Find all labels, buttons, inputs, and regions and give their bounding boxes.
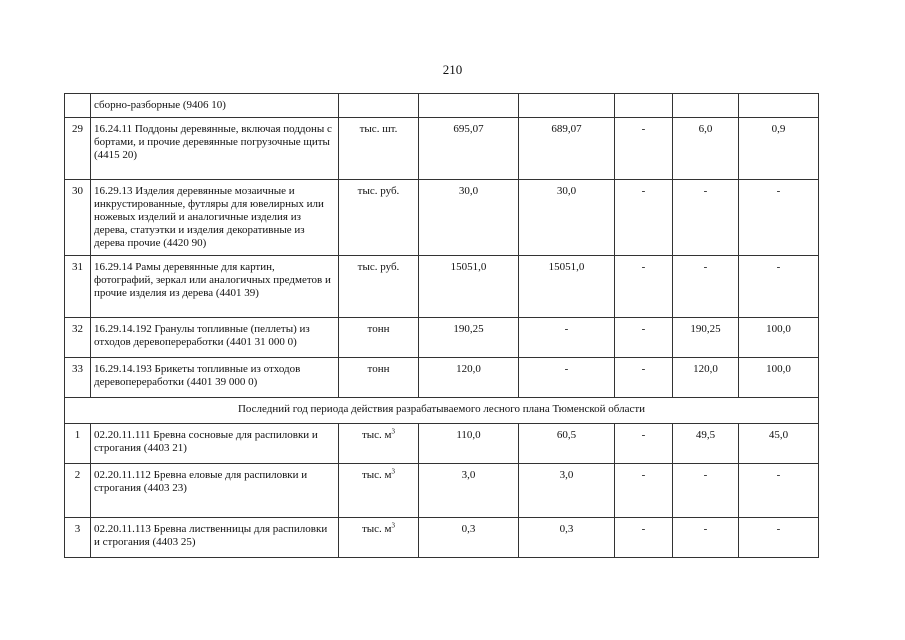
value-cell: - (739, 256, 819, 318)
value-cell: - (615, 318, 673, 358)
value-cell: 0,3 (519, 518, 615, 558)
value-cell: 100,0 (739, 318, 819, 358)
value-cell: - (739, 518, 819, 558)
unit-superscript: 3 (391, 467, 396, 476)
unit-text: тыс. м (361, 429, 392, 441)
value-cell: 695,07 (419, 118, 519, 180)
unit-text: тыс. м (361, 469, 392, 481)
value-cell: - (519, 318, 615, 358)
row-number: 3 (65, 518, 91, 558)
value-cell: 190,25 (673, 318, 739, 358)
table-row (65, 318, 819, 358)
product-name: 02.20.11.111 Бревна сосновые для распиловки и строгания (4403 21) (91, 424, 339, 464)
value-cell: 190,25 (419, 318, 519, 358)
value-cell: - (673, 518, 739, 558)
row-number (65, 94, 91, 118)
row-number: 33 (65, 358, 91, 398)
section-title: Последний год периода действия разрабатываемого лесного плана Тюменской области (65, 398, 819, 424)
value-cell: - (615, 180, 673, 256)
table-row (65, 358, 819, 398)
value-cell: 6,0 (673, 118, 739, 180)
product-name: сборно-разборные (9406 10) (91, 94, 339, 118)
value-cell: 15051,0 (419, 256, 519, 318)
value-cell: - (519, 358, 615, 398)
table-row (65, 464, 819, 518)
product-name: 16.29.13 Изделия деревянные мозаичные и инкрустированные, футляры для ювелирных или ножевых изделий и аналогичные изделия из дерева, статуэтки и изделия декоративные из дерева прочие (4420 90) (91, 180, 339, 256)
row-number: 32 (65, 318, 91, 358)
table-row (65, 180, 819, 256)
value-cell: 30,0 (419, 180, 519, 256)
value-cell: 100,0 (739, 358, 819, 398)
product-name: 02.20.11.113 Бревна лиственницы для распиловки и строгания (4403 25) (91, 518, 339, 558)
table-row (65, 94, 819, 118)
value-cell: 15051,0 (519, 256, 615, 318)
product-name: 16.29.14 Рамы деревянные для картин, фотографий, зеркал или аналогичных предметов и прочие изделия из дерева (4401 39) (91, 256, 339, 318)
value-cell: 0,9 (739, 118, 819, 180)
section-header-row (65, 398, 819, 424)
value-cell: 120,0 (419, 358, 519, 398)
product-name: 02.20.11.112 Бревна еловые для распиловки и строгания (4403 23) (91, 464, 339, 518)
value-cell: - (739, 464, 819, 518)
value-cell: - (739, 180, 819, 256)
unit-cell (339, 424, 419, 464)
value-cell: 110,0 (419, 424, 519, 464)
value-cell: - (615, 464, 673, 518)
unit-cell: тыс. руб. (339, 180, 419, 256)
unit-cell: тонн (339, 358, 419, 398)
table-row (65, 118, 819, 180)
row-number: 29 (65, 118, 91, 180)
product-name: 16.24.11 Поддоны деревянные, включая поддоны с бортами, и прочие деревянные погрузочные щиты (4415 20) (91, 118, 339, 180)
value-cell: - (615, 256, 673, 318)
value-cell: 3,0 (419, 464, 519, 518)
table-row (65, 518, 819, 558)
data-table (64, 93, 819, 558)
unit-cell: тыс. руб. (339, 256, 419, 318)
page-number: 210 (442, 62, 463, 77)
table-row (65, 424, 819, 464)
value-cell: 689,07 (519, 118, 615, 180)
product-name: 16.29.14.193 Брикеты топливные из отходов деревопереработки (4401 39 000 0) (91, 358, 339, 398)
value-cell: 60,5 (519, 424, 615, 464)
value-cell: 30,0 (519, 180, 615, 256)
value-cell: 45,0 (739, 424, 819, 464)
value-cell: - (615, 118, 673, 180)
unit-text: тыс. м (361, 523, 392, 535)
row-number: 31 (65, 256, 91, 318)
unit-cell (339, 464, 419, 518)
row-number: 2 (65, 464, 91, 518)
unit-cell (339, 518, 419, 558)
unit-cell: тонн (339, 318, 419, 358)
row-number: 30 (65, 180, 91, 256)
value-cell: - (673, 256, 739, 318)
value-cell: - (615, 358, 673, 398)
table-row (65, 256, 819, 318)
unit-superscript: 3 (391, 521, 396, 530)
value-cell: 49,5 (673, 424, 739, 464)
value-cell: - (615, 518, 673, 558)
value-cell: 120,0 (673, 358, 739, 398)
product-name: 16.29.14.192 Гранулы топливные (пеллеты) из отходов деревопереработки (4401 31 000 0) (91, 318, 339, 358)
unit-cell: тыс. шт. (339, 118, 419, 180)
value-cell: 0,3 (419, 518, 519, 558)
value-cell: 3,0 (519, 464, 615, 518)
row-number: 1 (65, 424, 91, 464)
value-cell: - (673, 180, 739, 256)
value-cell: - (673, 464, 739, 518)
value-cell: - (615, 424, 673, 464)
unit-superscript: 3 (391, 427, 396, 436)
